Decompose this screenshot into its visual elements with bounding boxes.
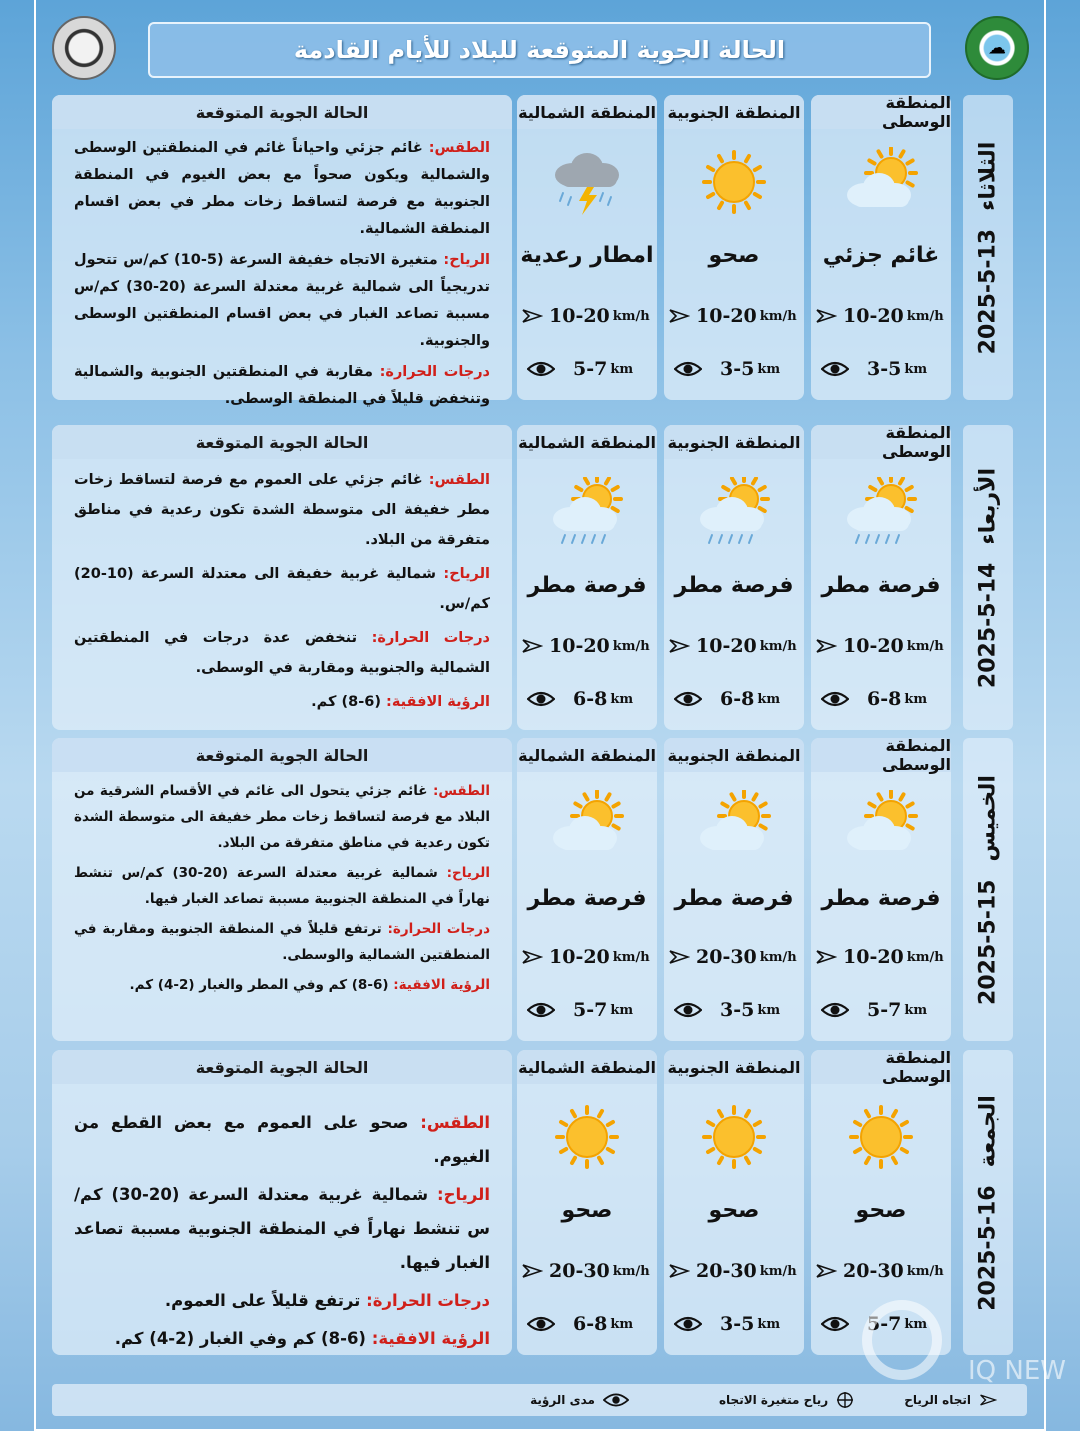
eye-icon	[821, 691, 849, 707]
legend-wind-direction-label: اتجاه الرياح	[904, 1393, 971, 1407]
region-card	[811, 95, 951, 400]
wind-unit: km/h	[759, 1263, 797, 1279]
visibility-unit: km	[757, 691, 781, 707]
date-label	[976, 1095, 1001, 1311]
panel-body	[52, 129, 512, 423]
forecast-paragraph	[74, 247, 490, 355]
visibility-value: 6-8	[573, 1313, 608, 1335]
visibility-value: 6-8	[720, 688, 755, 710]
date-value: 2025-5-14	[975, 562, 1001, 688]
wind-speed	[815, 305, 949, 327]
sun-cloud-icon	[547, 790, 627, 860]
eye-icon	[821, 1316, 849, 1332]
wind-speed	[668, 1260, 802, 1282]
paragraph-text: شمالية غربية معتدلة السرعة (20-30) كم/س تنشط نهاراً في المنطقة الجنوبية مسببة تصاعد الغبار فيها.	[74, 1185, 490, 1272]
wind-value: 10-20	[549, 635, 610, 657]
wind-unit: km/h	[612, 1263, 650, 1279]
wind-unit: km/h	[906, 1263, 944, 1279]
wind-value: 10-20	[843, 305, 904, 327]
condition-label: غائم جزئي	[822, 243, 940, 268]
paragraph-label: درجات الحرارة:	[387, 921, 490, 937]
condition-label: صحو	[855, 1198, 907, 1223]
visibility-unit: km	[757, 1002, 781, 1018]
condition-label: فرصة مطر	[821, 886, 941, 911]
region-card	[517, 738, 657, 1041]
day-name: الأربعاء	[975, 467, 1001, 545]
wind-unit: km/h	[612, 308, 650, 324]
visibility-value: 3-5	[867, 358, 902, 380]
legend-visibility-label: مدى الرؤية	[530, 1393, 595, 1407]
region-name: المنطقة الوسطى	[811, 1050, 951, 1084]
forecast-paragraph	[74, 916, 490, 968]
panel-title: الحالة الجوية المتوقعة	[52, 1050, 512, 1084]
paragraph-label: الرؤية الافقية:	[371, 1329, 490, 1348]
region-card	[811, 425, 951, 730]
wind-unit: km/h	[759, 949, 797, 965]
date-strip	[963, 425, 1013, 730]
legend-item-visibility	[530, 1392, 629, 1408]
region-name: المنطقة الجنوبية	[664, 1050, 804, 1084]
visibility-range	[674, 1313, 798, 1335]
date-label	[976, 775, 1001, 1005]
eye-icon	[527, 361, 555, 377]
visibility-range	[527, 358, 651, 380]
wind-value: 20-30	[696, 1260, 757, 1282]
visibility-range	[527, 688, 651, 710]
region-card	[517, 95, 657, 400]
wind-arrow-icon	[815, 638, 837, 654]
visibility-unit: km	[904, 1316, 928, 1332]
eye-icon	[603, 1392, 629, 1408]
wind-arrow-icon	[668, 638, 690, 654]
paragraph-text: متغيرة الاتجاه خفيفة السرعة (5-10) كم/س تتحول تدريجياً الى شمالية غربية معتدلة السرعة (20-30) كم/س مسببة تصاعد الغبار في بعض اقسام المنطقتين الوسطى والجنوبية.	[74, 252, 490, 349]
sun-icon	[694, 147, 774, 217]
sun-cloud-icon	[841, 790, 921, 860]
paragraph-text: مقاربة في المنطقتين الجنوبية والشمالية وتنخفض قليلاً في المنطقة الوسطى.	[74, 364, 490, 407]
visibility-unit: km	[757, 361, 781, 377]
condition-label: فرصة مطر	[821, 573, 941, 598]
visibility-unit: km	[904, 361, 928, 377]
forecast-paragraph	[74, 687, 490, 717]
visibility-range	[674, 358, 798, 380]
wind-speed	[815, 946, 949, 968]
legend-item-variable-wind	[719, 1391, 854, 1409]
paragraph-label: الطقس:	[428, 140, 490, 156]
wind-speed	[815, 1260, 949, 1282]
visibility-range	[527, 999, 651, 1021]
paragraph-label: الرؤية الافقية:	[393, 977, 490, 993]
forecast-paragraph	[74, 559, 490, 619]
organization-logo-left	[52, 16, 116, 80]
wind-arrow-icon	[668, 949, 690, 965]
region-name: المنطقة الشمالية	[517, 738, 657, 772]
sun-cloud-rain-icon	[694, 477, 774, 547]
watermark-logo	[862, 1300, 942, 1380]
forecast-paragraph	[74, 1178, 490, 1280]
forecast-paragraph	[74, 623, 490, 683]
paragraph-text: صحو على العموم مع بعض القطع من الغيوم.	[74, 1113, 490, 1166]
date-label	[976, 141, 1001, 354]
thunderstorm-icon	[547, 147, 627, 217]
region-card	[664, 1050, 804, 1355]
eye-icon	[527, 691, 555, 707]
wind-arrow-icon	[521, 1263, 543, 1279]
region-name: المنطقة الوسطى	[811, 425, 951, 459]
eye-icon	[674, 361, 702, 377]
visibility-range	[821, 358, 945, 380]
sun-cloud-icon	[694, 790, 774, 860]
wind-speed	[521, 635, 655, 657]
paragraph-text: (6-8) كم وفي الغبار (2-4) كم.	[114, 1329, 372, 1348]
variable-wind-icon	[836, 1391, 854, 1409]
sun-icon	[694, 1102, 774, 1172]
legend	[52, 1384, 1027, 1416]
forecast-paragraph	[74, 1284, 490, 1318]
wind-value: 10-20	[843, 946, 904, 968]
visibility-value: 6-8	[867, 688, 902, 710]
paragraph-label: الطقس:	[432, 783, 490, 799]
paragraph-text: شمالية غربية معتدلة السرعة (20-30) كم/س تنشط نهاراً في المنطقة الجنوبية مسببة تصاعد الغبار فيها.	[74, 865, 490, 907]
wind-unit: km/h	[612, 638, 650, 654]
wind-arrow-icon	[815, 308, 837, 324]
visibility-unit: km	[757, 1316, 781, 1332]
sun-icon	[547, 1102, 627, 1172]
wind-arrow-icon	[815, 1263, 837, 1279]
condition-label: فرصة مطر	[527, 573, 647, 598]
paragraph-text: تنخفض عدة درجات في المنطقتين الشمالية والجنوبية ومقاربة في الوسطى.	[74, 630, 490, 676]
date-value: 2025-5-13	[975, 228, 1001, 354]
panel-title: الحالة الجوية المتوقعة	[52, 95, 512, 129]
visibility-unit: km	[904, 691, 928, 707]
paragraph-label: الرياح:	[446, 865, 490, 881]
wind-arrow-icon	[521, 949, 543, 965]
visibility-unit: km	[610, 1002, 634, 1018]
paragraph-label: الرؤية الافقية:	[386, 694, 490, 710]
wind-unit: km/h	[759, 308, 797, 324]
wind-value: 10-20	[843, 635, 904, 657]
condition-label: صحو	[561, 1198, 613, 1223]
region-name: المنطقة الجنوبية	[664, 95, 804, 129]
forecast-paragraph	[74, 359, 490, 413]
condition-label: صحو	[708, 1198, 760, 1223]
region-card	[517, 1050, 657, 1355]
legend-variable-wind-label: رياح متغيرة الاتجاه	[718, 1393, 829, 1407]
visibility-range	[821, 999, 945, 1021]
forecast-paragraph	[74, 465, 490, 555]
paragraph-label: درجات الحرارة:	[371, 630, 490, 646]
paragraph-label: الرياح:	[443, 566, 490, 582]
forecast-text-panel	[52, 1050, 512, 1355]
region-name: المنطقة الشمالية	[517, 95, 657, 129]
region-card	[517, 425, 657, 730]
paragraph-text: ترتفع قليلاً على العموم.	[164, 1291, 367, 1310]
visibility-unit: km	[904, 1002, 928, 1018]
region-name: المنطقة الوسطى	[811, 738, 951, 772]
visibility-value: 3-5	[720, 358, 755, 380]
wind-arrow-icon	[979, 1392, 997, 1408]
condition-label: امطار رعدية	[520, 243, 654, 268]
visibility-unit: km	[610, 1316, 634, 1332]
wind-speed	[521, 305, 655, 327]
region-card	[811, 738, 951, 1041]
paragraph-label: درجات الحرارة:	[379, 364, 490, 380]
visibility-value: 5-7	[573, 358, 608, 380]
wind-speed	[668, 305, 802, 327]
condition-label: فرصة مطر	[674, 573, 794, 598]
panel-title: الحالة الجوية المتوقعة	[52, 425, 512, 459]
region-name: المنطقة الشمالية	[517, 425, 657, 459]
paragraph-text: غائم جزئي يتحول الى غائم في الأقسام الشرقية من البلاد مع فرصة لتساقط زخات مطر خفيفة الى متوسطة الشدة تكون رعدية في مناطق متفرقة من البلاد.	[74, 783, 490, 851]
region-card	[664, 425, 804, 730]
region-name: المنطقة الشمالية	[517, 1050, 657, 1084]
forecast-paragraph	[74, 860, 490, 912]
forecast-paragraph	[74, 778, 490, 856]
eye-icon	[674, 691, 702, 707]
eye-icon	[674, 1002, 702, 1018]
visibility-range	[821, 688, 945, 710]
date-strip	[963, 738, 1013, 1041]
wind-unit: km/h	[906, 949, 944, 965]
paragraph-label: درجات الحرارة:	[366, 1291, 490, 1310]
wind-arrow-icon	[521, 638, 543, 654]
wind-arrow-icon	[521, 308, 543, 324]
region-name: المنطقة الجنوبية	[664, 425, 804, 459]
date-strip	[963, 1050, 1013, 1355]
wind-speed	[668, 635, 802, 657]
meteorology-logo-right: ☁	[965, 16, 1029, 80]
wind-arrow-icon	[668, 1263, 690, 1279]
forecast-text-panel	[52, 738, 512, 1041]
forecast-paragraph	[74, 1322, 490, 1356]
date-value: 2025-5-16	[975, 1184, 1001, 1311]
wind-value: 10-20	[696, 635, 757, 657]
wind-value: 10-20	[696, 305, 757, 327]
wind-unit: km/h	[759, 638, 797, 654]
eye-icon	[821, 1002, 849, 1018]
condition-label: فرصة مطر	[674, 886, 794, 911]
wind-unit: km/h	[906, 638, 944, 654]
eye-icon	[674, 1316, 702, 1332]
sun-cloud-rain-icon	[841, 477, 921, 547]
wind-speed	[815, 635, 949, 657]
paragraph-label: الطقس:	[420, 1113, 490, 1132]
date-strip	[963, 95, 1013, 400]
date-label	[976, 467, 1001, 687]
visibility-range	[674, 688, 798, 710]
wind-value: 20-30	[549, 1260, 610, 1282]
visibility-unit: km	[610, 361, 634, 377]
day-name: الثلاثاء	[975, 141, 1001, 211]
forecast-paragraph	[74, 972, 490, 998]
panel-body	[52, 1084, 512, 1366]
visibility-value: 3-5	[720, 999, 755, 1021]
forecast-text-panel	[52, 95, 512, 407]
region-name: المنطقة الوسطى	[811, 95, 951, 129]
wind-speed	[521, 946, 655, 968]
paragraph-text: (6-8) كم.	[311, 694, 387, 710]
region-card	[664, 738, 804, 1041]
wind-arrow-icon	[668, 308, 690, 324]
day-name: الجمعة	[975, 1094, 1001, 1167]
paragraph-text: غائم جزئي على العموم مع فرصة لتساقط زخات مطر خفيفة الى متوسطة الشدة تكون رعدية في مناطق متفرقة من البلاد.	[74, 472, 490, 548]
paragraph-label: الرياح:	[436, 1185, 490, 1204]
visibility-value: 5-7	[573, 999, 608, 1021]
visibility-unit: km	[610, 691, 634, 707]
page-title: الحالة الجوية المتوقعة للبلاد للأيام القادمة	[148, 22, 931, 78]
paragraph-text: غائم جزئي واحياناً غائم في المنطقتين الوسطى والشمالية ويكون صحواً مع بعض الغيوم في المنطقة الجنوبية مع فرصة لتساقط زخات مطر في بعض اقسام المنطقة الشمالية.	[74, 140, 490, 237]
paragraph-label: الرياح:	[443, 252, 490, 268]
panel-title: الحالة الجوية المتوقعة	[52, 738, 512, 772]
wind-speed	[521, 1260, 655, 1282]
legend-item-wind-direction	[904, 1392, 997, 1408]
condition-label: صحو	[708, 243, 760, 268]
forecast-paragraph	[74, 135, 490, 243]
partly-cloudy-icon	[841, 147, 921, 217]
wind-value: 10-20	[549, 305, 610, 327]
day-name: الخميس	[975, 774, 1001, 862]
wind-value: 20-30	[843, 1260, 904, 1282]
wind-unit: km/h	[906, 308, 944, 324]
eye-icon	[527, 1316, 555, 1332]
panel-body	[52, 459, 512, 727]
wind-speed	[668, 946, 802, 968]
watermark-text: IQ NEW	[968, 1356, 1066, 1386]
date-value: 2025-5-15	[975, 879, 1001, 1005]
visibility-range	[674, 999, 798, 1021]
paragraph-text: (6-8) كم وفي المطر والغبار (2-4) كم.	[129, 977, 394, 993]
visibility-value: 3-5	[720, 1313, 755, 1335]
sun-icon	[841, 1102, 921, 1172]
visibility-value: 6-8	[573, 688, 608, 710]
region-card	[664, 95, 804, 400]
forecast-paragraph	[74, 1106, 490, 1174]
forecast-text-panel	[52, 425, 512, 730]
wind-value: 10-20	[549, 946, 610, 968]
paragraph-text: ترتفع قليلاً في المنطقة الجنوبية ومقاربة في المنطقتين الشمالية والوسطى.	[74, 921, 490, 963]
wind-unit: km/h	[612, 949, 650, 965]
eye-icon	[821, 361, 849, 377]
panel-body	[52, 772, 512, 1008]
wind-value: 20-30	[696, 946, 757, 968]
condition-label: فرصة مطر	[527, 886, 647, 911]
paragraph-text: شمالية غربية خفيفة الى معتدلة السرعة (10-20) كم/س.	[74, 566, 490, 612]
visibility-range	[527, 1313, 651, 1335]
visibility-value: 5-7	[867, 999, 902, 1021]
sun-cloud-rain-icon	[547, 477, 627, 547]
visibility-value: 5-7	[867, 1313, 902, 1335]
eye-icon	[527, 1002, 555, 1018]
region-name: المنطقة الجنوبية	[664, 738, 804, 772]
wind-arrow-icon	[815, 949, 837, 965]
paragraph-label: الطقس:	[428, 472, 490, 488]
